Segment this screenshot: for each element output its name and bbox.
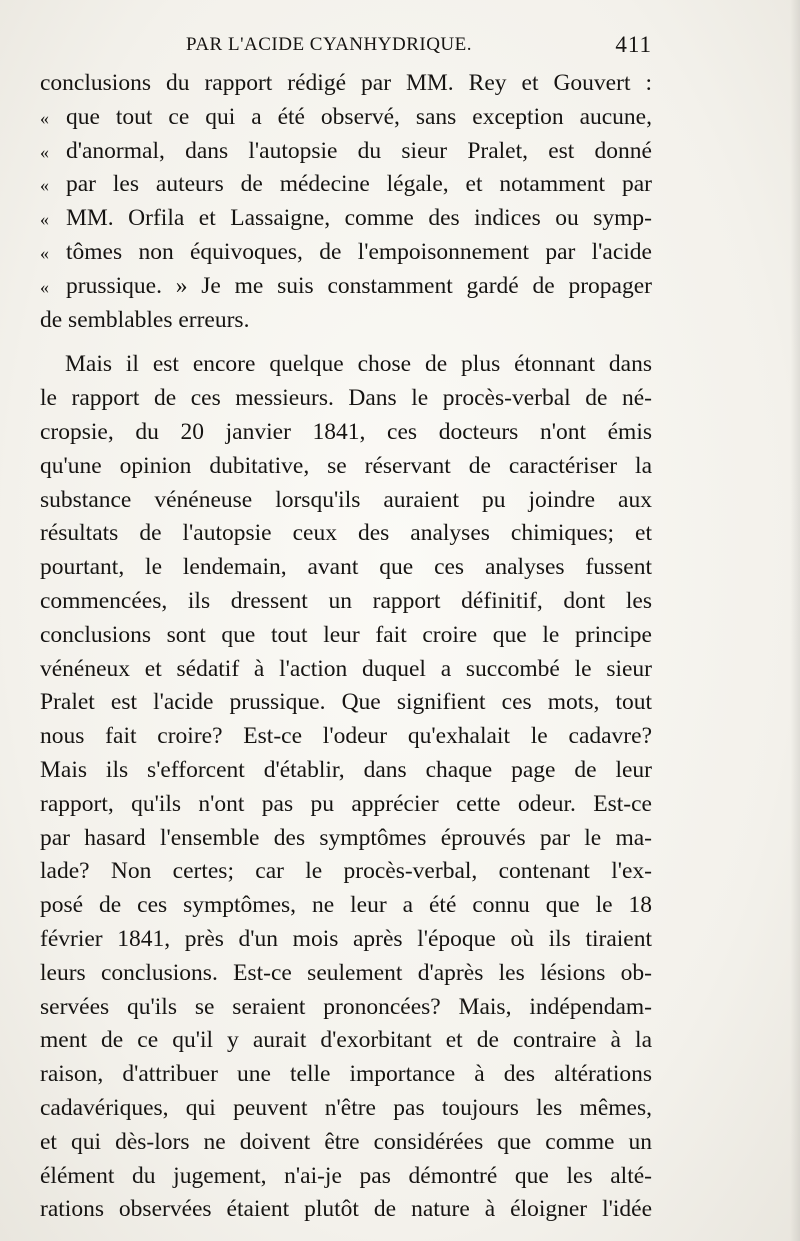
page-edge-shadow — [790, 0, 800, 1241]
quote-mark: « — [40, 175, 49, 196]
paragraph-2 — [40, 348, 652, 1227]
text-line: de semblables erreurs. — [40, 306, 250, 333]
text-line: février 1841, près d'un mois après l'époque où ils tiraient — [40, 925, 652, 952]
text-line: substance vénéneuse lorsqu'ils auraient pu joindre aux — [40, 486, 652, 513]
text-line: par hasard l'ensemble des symptômes éprouvés par le ma- — [40, 824, 652, 851]
text-line: cadavériques, qui peuvent n'être pas toujours les mêmes, — [40, 1094, 652, 1121]
quote-mark: « — [40, 242, 49, 263]
running-header — [40, 30, 652, 64]
text-line: résultats de l'autopsie ceux des analyses chimiques; et — [40, 520, 652, 547]
text-line: servées qu'ils se seraient prononcées? Mais, indépendam- — [40, 993, 652, 1020]
text-line: et qui dès-lors ne doivent être considérées que comme un — [40, 1128, 652, 1155]
text-line: cropsie, du 20 janvier 1841, ces docteurs n'ont émis — [40, 418, 652, 445]
text-line: conclusions du rapport rédigé par MM. Rey et Gouvert : — [40, 70, 652, 96]
text-line: Mais ils s'efforcent d'établir, dans chaque page de leur — [40, 756, 652, 783]
text-line: qu'une opinion dubitative, se réservant de caractériser la — [40, 452, 652, 479]
text-line: conclusions sont que tout leur fait croire que le principe — [40, 621, 652, 648]
text-line: « que tout ce qui a été observé, sans exception aucune, — [40, 101, 652, 135]
text-line: « MM. Orfila et Lassaigne, comme des indices ou symp- — [40, 202, 652, 236]
text-line: « d'anormal, dans l'autopsie du sieur Pralet, est donné — [40, 135, 652, 169]
text-line: raison, d'attribuer une telle importance à des altérations — [40, 1061, 652, 1088]
text-line: « tômes non équivoques, de l'empoisonnement par l'acide — [40, 236, 652, 270]
text-line: pourtant, le lendemain, avant que ces analyses fussent — [40, 554, 652, 581]
body-text — [40, 67, 652, 1227]
quote-mark: « — [40, 276, 49, 297]
text-line: nous fait croire? Est-ce l'odeur qu'exhalait le cadavre? — [40, 723, 652, 750]
running-title: PAR L'ACIDE CYANHYDRIQUE. — [186, 34, 472, 55]
paragraph-1 — [40, 67, 652, 337]
text-line: vénéneux et sédatif à l'action duquel a succombé le sieur — [40, 655, 652, 682]
page-number: 411 — [615, 32, 652, 57]
text-line: élément du jugement, n'ai-je pas démontré que les alté- — [40, 1162, 652, 1189]
text-line: rations observées étaient plutôt de nature à éloigner l'idée — [40, 1196, 652, 1223]
text-line: « par les auteurs de médecine légale, et notamment par — [40, 168, 652, 202]
text-line: leurs conclusions. Est-ce seulement d'après les lésions ob- — [40, 959, 652, 986]
text-line: lade? Non certes; car le procès-verbal, contenant l'ex- — [40, 858, 652, 885]
quote-mark: « — [40, 107, 49, 128]
text-line: commencées, ils dressent un rapport définitif, dont les — [40, 587, 652, 614]
text-line: posé de ces symptômes, ne leur a été connu que le 18 — [40, 892, 652, 919]
text-line: « prussique. » Je me suis constamment gardé de propager — [40, 270, 652, 304]
text-line: Mais il est encore quelque chose de plus étonnant dans — [65, 351, 652, 378]
text-line: le rapport de ces messieurs. Dans le procès-verbal de né- — [40, 385, 652, 412]
text-line: Pralet est l'acide prussique. Que signifient ces mots, tout — [40, 689, 652, 716]
quote-mark: « — [40, 209, 49, 230]
text-line: ment de ce qu'il y aurait d'exorbitant et de contraire à la — [40, 1027, 652, 1054]
quote-mark: « — [40, 141, 49, 162]
text-line: rapport, qu'ils n'ont pas pu apprécier cette odeur. Est-ce — [40, 790, 652, 817]
